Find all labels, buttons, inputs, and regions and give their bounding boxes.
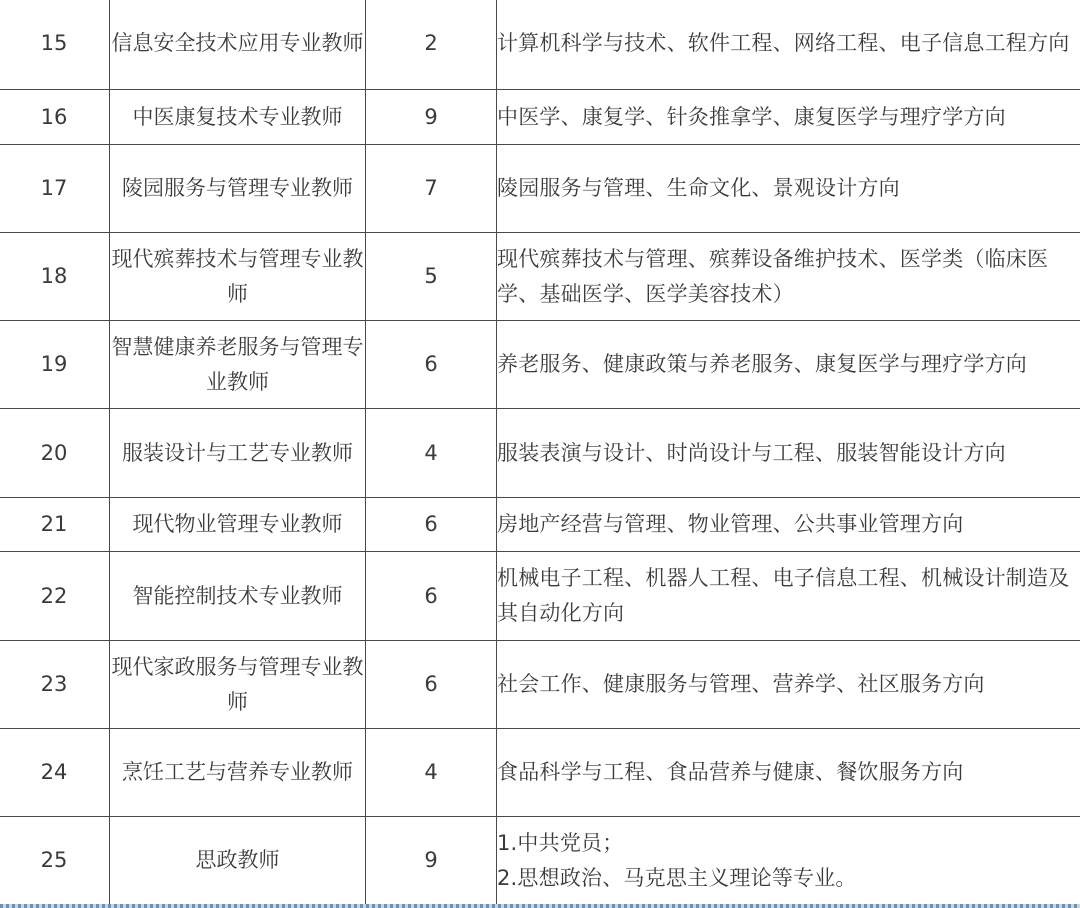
headcount: 9 — [366, 817, 497, 905]
row-number: 22 — [0, 552, 110, 641]
requirement: 现代殡葬技术与管理、殡葬设备维护技术、医学类（临床医学、基础医学、医学美容技术） — [497, 233, 1080, 321]
requirement-line: 1.中共党员； — [497, 830, 624, 855]
table-row — [0, 321, 1080, 409]
post-name: 现代殡葬技术与管理专业教师 — [110, 233, 366, 321]
post-name: 服装设计与工艺专业教师 — [110, 409, 366, 498]
post-name: 现代家政服务与管理专业教师 — [110, 641, 366, 729]
table-row — [0, 233, 1080, 321]
row-number: 19 — [0, 321, 110, 409]
requirement: 机械电子工程、机器人工程、电子信息工程、机械设计制造及其自动化方向 — [497, 552, 1080, 641]
post-name: 智能控制技术专业教师 — [110, 552, 366, 641]
requirement: 陵园服务与管理、生命文化、景观设计方向 — [497, 145, 1080, 233]
table-row — [0, 409, 1080, 498]
requirement: 养老服务、健康政策与养老服务、康复医学与理疗学方向 — [497, 321, 1080, 409]
table-row — [0, 145, 1080, 233]
requirement: 房地产经营与管理、物业管理、公共事业管理方向 — [497, 498, 1080, 552]
page-bottom-border — [0, 904, 1080, 908]
row-number: 25 — [0, 817, 110, 905]
requirement — [497, 817, 1080, 905]
row-number: 16 — [0, 90, 110, 145]
requirement: 计算机科学与技术、软件工程、网络工程、电子信息工程方向 — [497, 0, 1080, 90]
post-name: 烹饪工艺与营养专业教师 — [110, 729, 366, 817]
table-row — [0, 498, 1080, 552]
headcount: 4 — [366, 409, 497, 498]
post-name: 信息安全技术应用专业教师 — [110, 0, 366, 90]
headcount: 6 — [366, 498, 497, 552]
headcount: 6 — [366, 321, 497, 409]
headcount: 7 — [366, 145, 497, 233]
requirement: 中医学、康复学、针灸推拿学、康复医学与理疗学方向 — [497, 90, 1080, 145]
row-number: 15 — [0, 0, 110, 90]
headcount: 2 — [366, 0, 497, 90]
row-number: 21 — [0, 498, 110, 552]
table-row — [0, 0, 1080, 90]
requirement: 社会工作、健康服务与管理、营养学、社区服务方向 — [497, 641, 1080, 729]
row-number: 20 — [0, 409, 110, 498]
table-row — [0, 552, 1080, 641]
requirement: 服装表演与设计、时尚设计与工程、服装智能设计方向 — [497, 409, 1080, 498]
row-number: 17 — [0, 145, 110, 233]
headcount: 6 — [366, 552, 497, 641]
post-name: 现代物业管理专业教师 — [110, 498, 366, 552]
post-name: 陵园服务与管理专业教师 — [110, 145, 366, 233]
requirement: 食品科学与工程、食品营养与健康、餐饮服务方向 — [497, 729, 1080, 817]
headcount: 4 — [366, 729, 497, 817]
row-number: 18 — [0, 233, 110, 321]
table-row — [0, 817, 1080, 905]
headcount: 9 — [366, 90, 497, 145]
table-row — [0, 641, 1080, 729]
table-row — [0, 729, 1080, 817]
row-number: 24 — [0, 729, 110, 817]
row-number: 23 — [0, 641, 110, 729]
headcount: 6 — [366, 641, 497, 729]
post-name: 中医康复技术专业教师 — [110, 90, 366, 145]
post-name: 智慧健康养老服务与管理专业教师 — [110, 321, 366, 409]
requirement-line: 2.思想政治、马克思主义理论等专业。 — [497, 865, 857, 890]
table-row — [0, 90, 1080, 145]
post-name: 思政教师 — [110, 817, 366, 905]
headcount: 5 — [366, 233, 497, 321]
